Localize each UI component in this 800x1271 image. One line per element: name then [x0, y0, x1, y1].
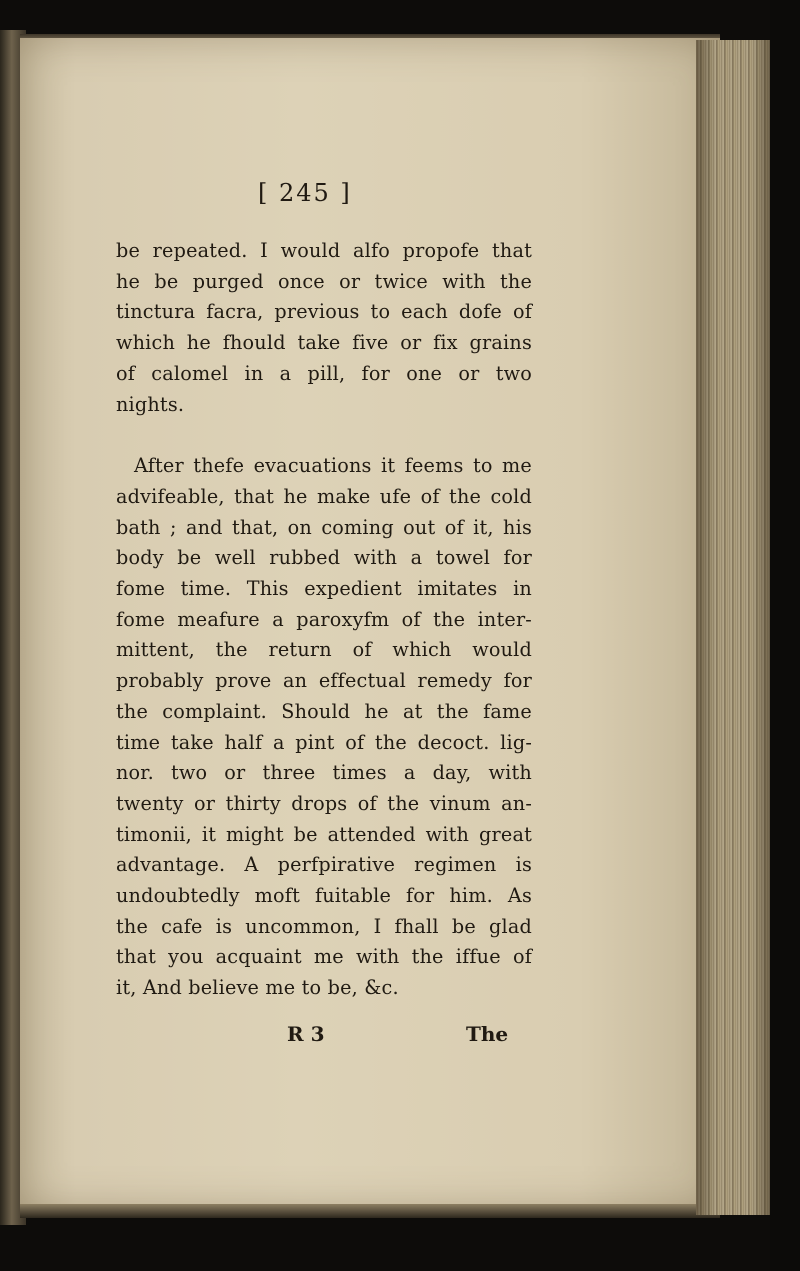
page-number-header: [ 245 ] [258, 179, 352, 207]
right-edge-shade [696, 40, 776, 1215]
body-text [116, 236, 532, 1004]
paragraph-1 [116, 236, 532, 420]
text-line: undoubtedly moft fuitable for him. As [116, 884, 532, 908]
text-line: fome time. This expedient imitates in [116, 577, 532, 601]
text-line: mittent, the return of which would [116, 638, 532, 662]
text-line: timonii, it might be attended with great [116, 822, 532, 846]
text-line: that you acquaint me with the iffue of [116, 945, 532, 969]
text-line: advantage. A perfpirative regimen is [116, 853, 532, 877]
text-line: fome meafure a paroxyfm of the inter- [116, 607, 532, 631]
text-line: After thefe evacuations it feems to me [134, 454, 532, 478]
text-line: of calomel in a pill, for one or two [116, 361, 532, 385]
text-line: it, And believe me to be, &c. [116, 976, 399, 1000]
right-background [770, 0, 800, 1271]
paragraph-gap [116, 420, 532, 451]
text-line: the cafe is uncommon, I fhall be glad [116, 914, 532, 938]
text-line: which he fhould take five or fix grains [116, 331, 532, 355]
text-line: the complaint. Should he at the fame [116, 699, 532, 723]
paragraph-2 [116, 451, 532, 1004]
text-line: tinctura facra, previous to each dofe of [116, 300, 532, 324]
text-line: advifeable, that he make ufe of the cold [116, 484, 532, 508]
text-line: body be well rubbed with a towel for [116, 546, 532, 570]
text-line: nor. two or three times a day, with [116, 761, 532, 785]
text-line: he be purged once or twice with the [116, 269, 532, 293]
text-line: time take half a pint of the decoct. lig- [116, 730, 532, 754]
text-line: nights. [116, 392, 185, 416]
text-line: probably prove an effectual remedy for [116, 669, 532, 693]
page-bottom-shadow [20, 1204, 720, 1218]
text-line: twenty or thirty drops of the vinum an- [116, 791, 532, 815]
text-line: bath ; and that, on coming out of it, his [116, 515, 532, 539]
text-line: be repeated. I would alfo propofe that [116, 239, 532, 262]
signature-mark: R 3 [287, 1022, 325, 1046]
catchword: The [466, 1022, 509, 1046]
